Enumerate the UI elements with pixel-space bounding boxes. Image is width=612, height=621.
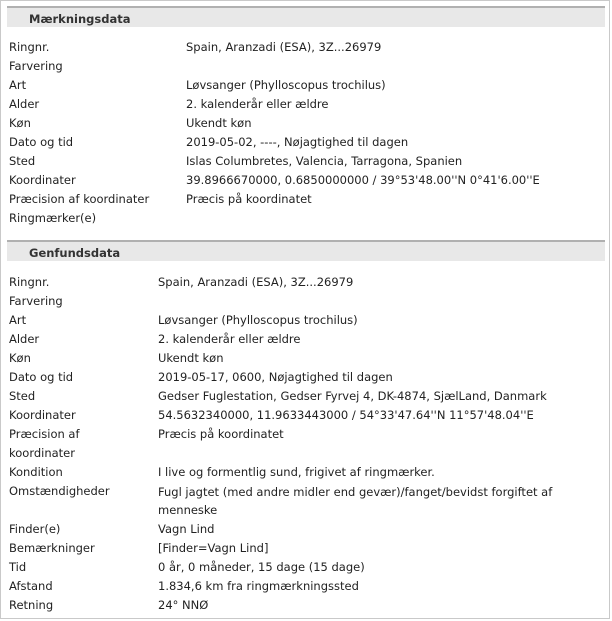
row-value: 1.834,6 km fra ringmærkningssted: [158, 579, 359, 593]
row-label: Art: [9, 78, 27, 92]
marking-row-species: [1, 77, 609, 96]
row-label: Kondition: [9, 465, 63, 479]
row-label: Ringmærker(e): [9, 211, 97, 225]
row-value: 2019-05-02, ----, Nøjagtighed til dagen: [186, 135, 409, 149]
row-value: Gedser Fuglestation, Gedser Fyrvej 4, DK-4874, SjælLand, Danmark: [158, 389, 547, 403]
row-value: 2. kalenderår eller ældre: [158, 332, 301, 346]
recovery-row-direction: [1, 597, 609, 616]
recovery-row-age: [1, 331, 609, 350]
row-label: Køn: [9, 116, 31, 130]
row-label: Køn: [9, 351, 31, 365]
row-value: Islas Columbretes, Valencia, Tarragona, Spanien: [186, 154, 463, 168]
marking-row-color-ring: [1, 58, 609, 77]
row-label: Retning: [9, 598, 54, 612]
row-value: 0 år, 0 måneder, 15 dage (15 dage): [158, 560, 365, 574]
row-label: Tid: [9, 560, 27, 574]
marking-row-place: [1, 153, 609, 172]
row-value: 24° NNØ: [158, 598, 209, 612]
row-label: Dato og tid: [9, 135, 74, 149]
recovery-row-circumstances: [1, 483, 609, 521]
recovery-section-title: Genfundsdata: [29, 246, 121, 260]
row-value: Løvsanger (Phylloscopus trochilus): [186, 78, 386, 92]
recovery-row-place: [1, 388, 609, 407]
marking-row-coordinates: [1, 172, 609, 191]
row-value: 2. kalenderår eller ældre: [186, 97, 329, 111]
row-label: Farvering: [9, 59, 63, 73]
recovery-row-ring-number: [1, 274, 609, 293]
marking-section-header: [7, 6, 605, 27]
recovery-row-date-time: [1, 369, 609, 388]
row-label: Alder: [9, 332, 40, 346]
recovery-row-finders: [1, 521, 609, 540]
row-label: Farvering: [9, 294, 63, 308]
row-label: Ringnr.: [9, 40, 50, 54]
recovery-section-header: [7, 240, 605, 261]
row-value: Præcis på koordinatet: [186, 192, 312, 206]
recovery-row-precision: [1, 426, 609, 445]
marking-row-precision: [1, 191, 609, 210]
row-label: Bemærkninger: [9, 541, 95, 555]
row-label: Afstand: [9, 579, 53, 593]
row-value: Spain, Aranzadi (ESA), 3Z...26979: [186, 40, 382, 54]
row-label: Finder(e): [9, 522, 61, 536]
row-value: I live og formentlig sund, frigivet af ringmærker.: [158, 465, 435, 479]
row-label: Dato og tid: [9, 370, 74, 384]
recovery-row-precision-cont: [1, 445, 609, 464]
row-value: Præcis på koordinatet: [158, 427, 284, 441]
row-label: Omstændigheder: [9, 484, 110, 498]
row-label: Præcision af koordinater: [9, 192, 150, 206]
row-value: 2019-05-17, 0600, Nøjagtighed til dagen: [158, 370, 393, 384]
marking-section-title: Mærkningsdata: [29, 12, 131, 26]
row-value: 54.5632340000, 11.9633443000 / 54°33'47.64''N 11°57'48.04''E: [158, 408, 534, 422]
recovery-row-coordinates: [1, 407, 609, 426]
recovery-row-species: [1, 312, 609, 331]
row-label: Sted: [9, 154, 36, 168]
marking-row-age: [1, 96, 609, 115]
row-value: Spain, Aranzadi (ESA), 3Z...26979: [158, 275, 354, 289]
row-label: Alder: [9, 97, 40, 111]
marking-row-sex: [1, 115, 609, 134]
row-value: [Finder=Vagn Lind]: [158, 541, 269, 555]
row-value: Ukendt køn: [186, 116, 252, 130]
row-label: Koordinater: [9, 408, 76, 422]
row-value: Vagn Lind: [158, 522, 215, 536]
recovery-row-sex: [1, 350, 609, 369]
recovery-row-condition: [1, 464, 609, 483]
recovery-row-time: [1, 559, 609, 578]
row-value: Løvsanger (Phylloscopus trochilus): [158, 313, 358, 327]
marking-row-ring-number: [1, 39, 609, 58]
row-label: Koordinater: [9, 173, 76, 187]
row-value: Ukendt køn: [158, 351, 224, 365]
recovery-row-color-ring: [1, 293, 609, 312]
recovery-row-remarks: [1, 540, 609, 559]
recovery-row-distance: [1, 578, 609, 597]
row-label: Præcision af: [9, 427, 80, 441]
row-value: 39.8966670000, 0.6850000000 / 39°53'48.00''N 0°41'6.00''E: [186, 173, 540, 187]
row-label: Art: [9, 313, 27, 327]
row-label: koordinater: [9, 446, 75, 460]
row-label: Sted: [9, 389, 36, 403]
row-label: Ringnr.: [9, 275, 50, 289]
row-value: Fugl jagtet (med andre midler end gevær)/fanget/bevidst forgiftet af menneske: [158, 485, 553, 517]
marking-row-date-time: [1, 134, 609, 153]
marking-row-ringers: [1, 210, 609, 229]
